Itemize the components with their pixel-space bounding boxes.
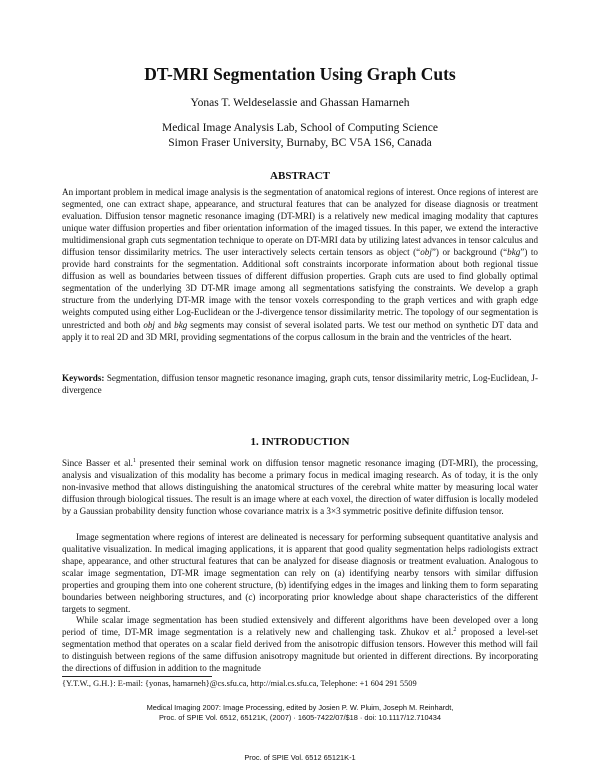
abstract-term-bkg: bkg (174, 319, 188, 330)
paper-authors: Yonas T. Weldeselassie and Ghassan Hamarneh (190, 97, 410, 109)
citation-ref: 1 (132, 457, 136, 464)
abstract-text (62, 186, 538, 343)
abstract-heading: ABSTRACT (270, 170, 330, 182)
footnote-divider (62, 676, 212, 677)
intro-text: While scalar image segmentation has been studied extensively and different algorithms have been developed over a long period of time, DT-MR image segmentation is a relatively new and challenging task. Zhukov et al. (62, 615, 538, 638)
abstract-part: segments may consist of several isolated parts. We test our method on synthetic DT data and apply it to real 2D and 3D MRI, providing segmentations of the corpus callosum in the brain and the ventricles of the heart. (62, 319, 538, 342)
intro-paragraph (62, 457, 538, 517)
intro-text: Since Basser et al. (62, 458, 133, 468)
footer-credit-line: Proc. of SPIE Vol. 6512, 65121K, (2007) · 1605-7422/07/$18 · doi: 10.1117/12.710434 (158, 713, 441, 722)
abstract-term-bkg: bkg (507, 247, 521, 258)
abstract-part: ”) to provide hard constraints for the segmentation. Additional soft constraints incorporate information about both regional tissue diffusion as well as boundaries between tissues of different diffusion properties. Graph cuts are used to find globally optimal segmentation of the underlying 3D DT-MR image among all segmentations satisfying the constraints. We develop a graph structure from the underlying DT-MR image with the tensor voxels corresponding to the graph vertices and with graph edge weights computed using either Log-Euclidean or the J-divergence tensor dissimilarity metric. The topology of our segmentation is unrestricted and both (62, 247, 538, 330)
footer-credit-line: Medical Imaging 2007: Image Processing, edited by Josien P. W. Pluim, Joseph M. Reinhardt, (146, 703, 454, 712)
intro-text: proposed a level-set segmentation method that operates on a scalar field derived from the anisotropic diffusion tensors. However this method will fail to distinguish between regions of the same diffusion anisotropy magnitude but oriented in different directions. By incorporating the directions of diffusion in addition to the magnitude (62, 627, 538, 674)
citation-ref: 2 (453, 627, 457, 634)
paper-title: DT-MRI Segmentation Using Graph Cuts (144, 64, 456, 84)
keywords (62, 372, 538, 396)
abstract-part: and (154, 319, 175, 330)
footnote: {Y.T.W., G.H.}: E-mail: {yonas, hamarneh}@cs.sfu.ca, http://mial.cs.sfu.ca, Telephone: +1 604 291 5509 (62, 679, 417, 688)
abstract-term-obj: obj (420, 247, 432, 258)
page-footer: Proc. of SPIE Vol. 6512 65121K-1 (244, 753, 356, 762)
affiliation-line: Medical Image Analysis Lab, School of Computing Science (162, 122, 438, 134)
abstract-part: ”) or background (“ (431, 247, 508, 258)
keywords-label: Keywords: (62, 373, 105, 383)
intro-paragraph: Image segmentation where regions of interest are delineated is necessary for performing subsequent quantitative analysis and qualitative visualization. In medical imaging applications, it is apparent that good quality segmentation helps radiologists extract shape, appearance, and other structural features that can be analyzed for disease diagnosis or treatment evaluation. Analogous to scalar image segmentation, DT-MR image segmentation can rely on (a) identifying nearby tensors with similar diffusion properties and grouping them into one coherent structure, (b) identifying edges in the images and linking them to form separating boundaries between neighboring structures, and (c) incorporating prior knowledge about shape characteristics of the different targets to segment. (62, 532, 538, 615)
abstract-part: An important problem in medical image analysis is the segmentation of anatomical regions of interest. Once regions of interest are segmented, one can extract shape, appearance, and structural features that can be analyzed for disease diagnosis or treatment evaluation. Diffusion tensor magnetic resonance imaging (DT-MRI) is a relatively new medical imaging modality that captures unique water diffusion properties and fiber orientation information of the imaged tissues. In this paper, we extend the interactive multidimensional graph cuts segmentation technique to operate on DT-MRI data by utilizing latest advances in tensor calculus and diffusion tensor dissimilarity metrics. The user interactively selects certain tensors as object (“ (62, 187, 538, 258)
intro-paragraph (62, 614, 538, 674)
section-heading-introduction: 1. INTRODUCTION (250, 436, 350, 448)
keywords-list: Segmentation, diffusion tensor magnetic resonance imaging, graph cuts, tensor dissimilarity metric, Log-Euclidean, J-divergence (62, 373, 538, 396)
paper-affiliation (0, 121, 600, 151)
intro-text: presented their seminal work on diffusion tensor magnetic resonance imaging (DT-MRI), the processing, analysis and visualization of this modality has become a primary focus in medical imaging research. As of today, it is the only non-invasive method that allows distinguishing the anatomical structures of the cerebral white matter by measuring local water diffusion through biological tissues. The result is an image where at each voxel, the direction of water diffusion is locally modeled by a Gaussian probability density function whose covariance matrix is a 3×3 symmetric positive definite diffusion tensor. (62, 458, 538, 517)
footer-credits (0, 703, 600, 723)
abstract-term-obj: obj (143, 319, 155, 330)
affiliation-line: Simon Fraser University, Burnaby, BC V5A 1S6, Canada (168, 137, 432, 149)
